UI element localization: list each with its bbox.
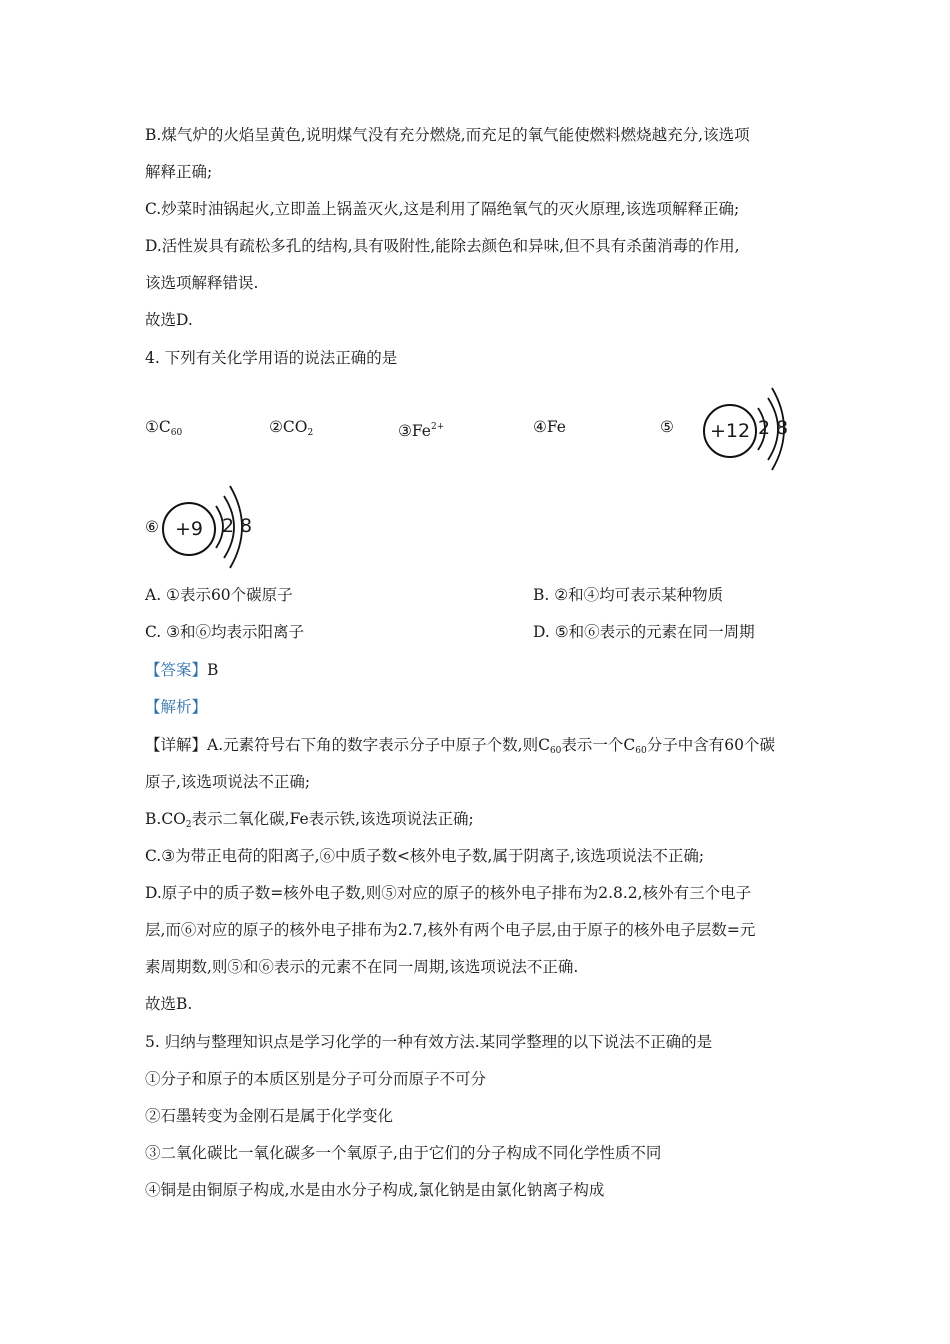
statement-2: ②石墨转变为金刚石是属于化学变化	[145, 1107, 394, 1125]
symbol-4: ④Fe	[533, 418, 566, 436]
nucleus-circle: +9	[162, 502, 216, 556]
symbol-5: ⑤	[660, 418, 674, 436]
symbol-2: $②CO_2$	[269, 418, 314, 438]
detail-tag: 【详解】	[145, 736, 208, 754]
detail-line: $B.CO_2$表示二氧化碳,Fe表示铁,该选项说法正确;	[145, 810, 474, 830]
nucleus-circle: +12	[703, 404, 757, 458]
detail-line: 素周期数,则⑤和⑥表示的元素不在同一周期,该选项说法不正确.	[145, 958, 579, 976]
analysis-line	[145, 697, 207, 717]
option-d: D. ⑤和⑥表示的元素在同一周期	[533, 623, 755, 641]
answer-tag: 【答案】	[145, 661, 208, 679]
atom-structure-diagram-mg	[700, 384, 800, 474]
detail-line: 故选B.	[145, 995, 193, 1013]
option-b: B. ②和④均可表示某种物质	[533, 586, 724, 604]
text-line: 故选D.	[145, 311, 193, 329]
option-a: A. ①表示60个碳原子	[145, 586, 293, 604]
answer-value: B	[207, 661, 219, 679]
statement-4: ④铜是由铜原子构成,水是由水分子构成,氯化钠是由氯化钠离子构成	[145, 1181, 605, 1199]
symbol-6: ⑥	[145, 518, 159, 536]
statement-1: ①分子和原子的本质区别是分子可分而原子不可分	[145, 1070, 487, 1088]
answer-line	[145, 660, 218, 680]
option-c: C. ③和⑥均表示阳离子	[145, 623, 305, 641]
shell-2-count: 8	[240, 515, 253, 537]
text-line: 解释正确;	[145, 163, 213, 181]
text-line: C.炒菜时油锅起火,立即盖上锅盖灭火,这是利用了隔绝氧气的灭火原理,该选项解释正确;	[145, 200, 740, 218]
analysis-tag: 【解析】	[145, 698, 208, 716]
atom-structure-diagram-f	[160, 482, 260, 572]
statement-3: ③二氧化碳比一氧化碳多一个氧原子,由于它们的分子构成不同化学性质不同	[145, 1144, 662, 1162]
shell-2-count: 8	[776, 417, 789, 439]
shell-1-count: 2	[758, 417, 771, 439]
detail-line: 【详解】A.元素符号右下角的数字表示分子中原子个数,则$C_{60}$表示一个$C_{60}$分子中含有60个碳	[145, 736, 775, 756]
detail-line: 层,而⑥对应的原子的核外电子排布为2.7,核外有两个电子层,由于原子的核外电子层数=元	[145, 921, 756, 939]
symbol-3: $③Fe^{2+}$	[398, 422, 445, 440]
question-5-stem: 5. 归纳与整理知识点是学习化学的一种有效方法.某同学整理的以下说法不正确的是	[145, 1033, 713, 1051]
detail-line: D.原子中的质子数=核外电子数,则⑤对应的原子的核外电子排布为2.8.2,核外有三个电子	[145, 884, 752, 902]
text-line: D.活性炭具有疏松多孔的结构,具有吸附性,能除去颜色和异味,但不具有杀菌消毒的作用,	[145, 237, 740, 255]
text-line: B.煤气炉的火焰呈黄色,说明煤气没有充分燃烧,而充足的氧气能使燃料燃烧越充分,该选项	[145, 126, 750, 144]
detail-line: 原子,该选项说法不正确;	[145, 773, 311, 791]
text-line: 该选项解释错误.	[145, 274, 259, 292]
detail-line: C.③为带正电荷的阳离子,⑥中质子数<核外电子数,属于阴离子,该选项说法不正确;	[145, 847, 705, 865]
symbol-1: $①C_{60}$	[145, 418, 183, 438]
question-4-stem: 4. 下列有关化学用语的说法正确的是	[145, 349, 398, 367]
shell-1-count: 2	[222, 515, 235, 537]
